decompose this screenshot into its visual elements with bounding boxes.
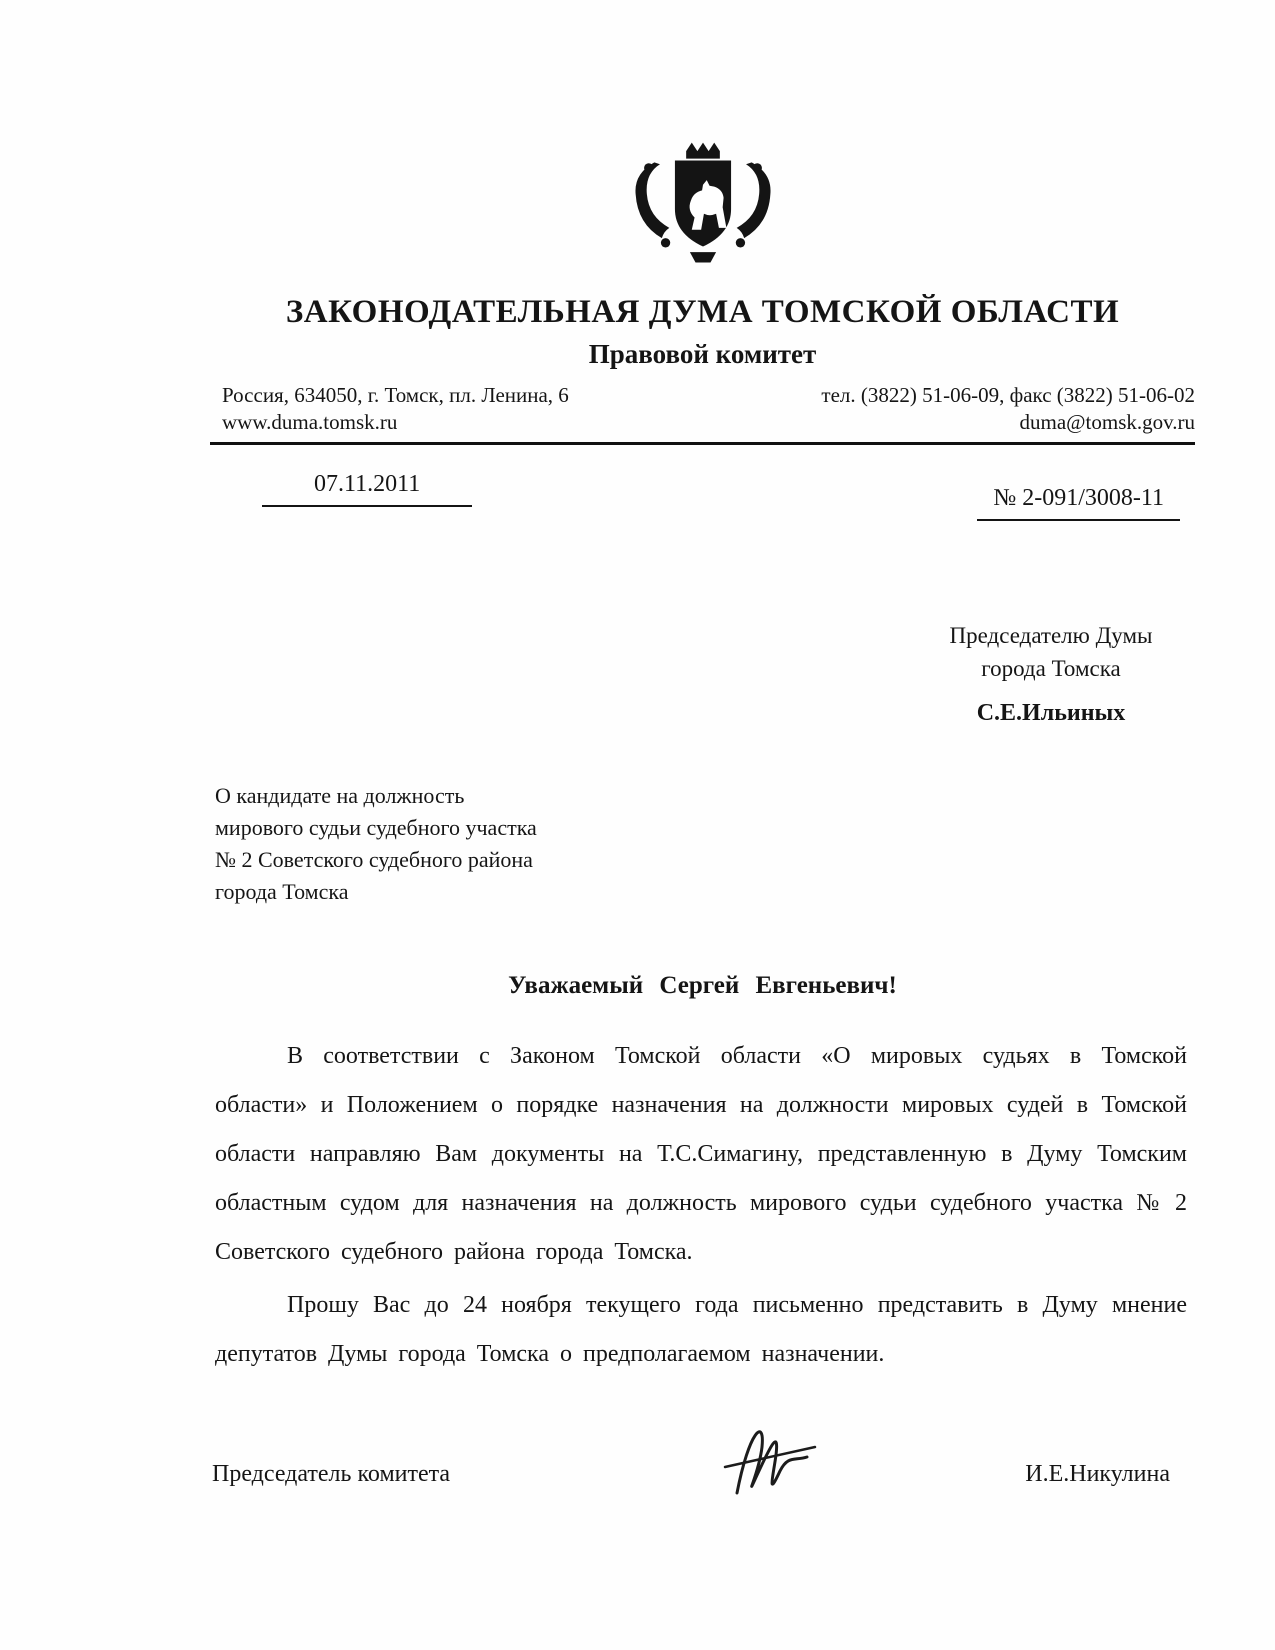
letter-date: 07.11.2011	[262, 471, 472, 507]
salutation: Уважаемый Сергей Евгеньевич!	[508, 972, 897, 999]
subject-line-4: города Томска	[215, 879, 349, 904]
email-address: duma@tomsk.gov.ru	[1019, 410, 1195, 434]
signer-title: Председатель комитета	[212, 1461, 451, 1487]
subject-line-1: О кандидате на должность	[215, 783, 465, 808]
addressee-line-1: Председателю Думы	[949, 623, 1153, 648]
letter-number: № 2-091/3008-11	[977, 485, 1180, 521]
department-name: Правовой комитет	[588, 339, 817, 369]
tomsk-oblast-emblem-icon	[628, 138, 778, 274]
website-url: www.duma.tomsk.ru	[222, 410, 398, 434]
subject-line-2: мирового судьи судебного участка	[215, 815, 537, 840]
phone-fax: тел. (3822) 51-06-09, факс (3822) 51-06-02	[821, 383, 1195, 407]
signature-row	[212, 1461, 1170, 1488]
addressee-block	[901, 619, 1201, 730]
addressee-name: С.Е.Ильиных	[976, 700, 1126, 726]
postal-address: Россия, 634050, г. Томск, пл. Ленина, 6	[222, 383, 569, 407]
subject-line-3: № 2 Советского судебного района	[215, 847, 533, 872]
letterhead-divider	[210, 442, 1195, 445]
subject-block	[215, 780, 645, 908]
signer-name: И.Е.Никулина	[1025, 1461, 1170, 1487]
body-paragraph-1: В соответствии с Законом Томской области «О мировых судьях в Томской области» и Положением о порядке назначения на должности мировых судей в Томской области направляю Вам документы на Т.С.Симагину, представленную в Думу Томским областным судом для назначения на должность мирового судьи судебного участка № 2 Советского судебного района города Томска.	[215, 1043, 1187, 1265]
body-paragraph-2: Прошу Вас до 24 ноября текущего года письменно представить в Думу мнение депутатов Думы города Томска о предполагаемом назначении.	[215, 1292, 1187, 1367]
org-name: ЗАКОНОДАТЕЛЬНАЯ ДУМА ТОМСКОЙ ОБЛАСТИ	[285, 294, 1120, 330]
handwritten-signature-icon	[717, 1413, 847, 1513]
reference-row	[262, 471, 1180, 521]
addressee-line-2: города Томска	[981, 656, 1121, 681]
contact-block	[222, 382, 1195, 436]
